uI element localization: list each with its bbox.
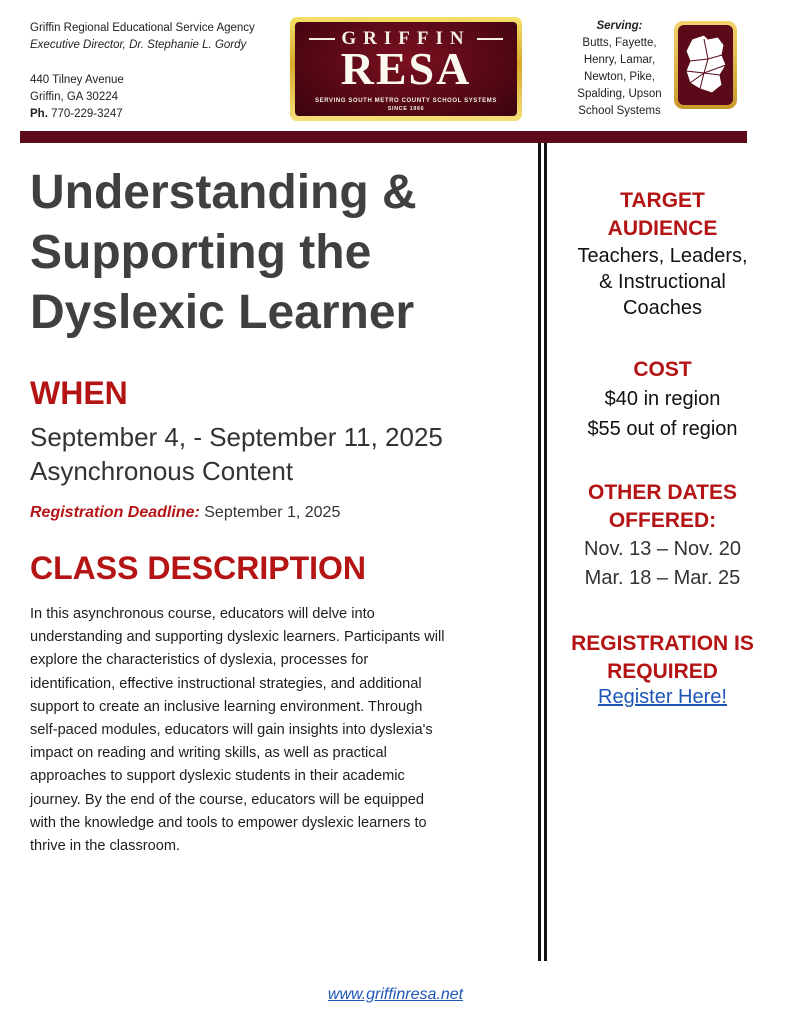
other-date-item: Mar. 18 – Mar. 25 xyxy=(584,567,741,589)
county-map-shape xyxy=(678,25,733,105)
cost-heading: COST xyxy=(633,358,692,381)
description-line: approaches to support dyslexic students in their academic xyxy=(30,768,405,785)
registration-section xyxy=(560,630,765,709)
description-line: In this asynchronous course, educators will delve into xyxy=(30,606,375,622)
logo-since: SINCE 1966 xyxy=(387,106,425,112)
target-audience-heading: TARGET AUDIENCE xyxy=(607,189,718,240)
website-link[interactable]: www.griffinresa.net xyxy=(327,986,464,1003)
when-heading: WHEN xyxy=(30,375,128,411)
phone-label: Ph. xyxy=(30,108,48,120)
course-title-line: Understanding & xyxy=(30,166,417,219)
description-line: explore the characteristics of dyslexia, processes for xyxy=(30,652,369,669)
description-line: impact on reading and writing skills, as well as practical xyxy=(30,745,387,762)
serving-line: Newton, Pike, xyxy=(584,71,655,83)
description-line: self-paced modules, educators will gain insights into dyslexia's xyxy=(30,722,433,739)
description-line: support to create an inclusive learning environment. Through xyxy=(30,698,423,715)
target-audience-section xyxy=(560,187,765,321)
serving-line: Butts, Fayette, xyxy=(582,37,657,49)
phone-line xyxy=(30,106,255,123)
serving-line: School Systems xyxy=(578,105,661,117)
course-title xyxy=(30,163,520,343)
cost-text: $40 in region $55 out of region xyxy=(587,388,738,440)
deadline-label: Registration Deadline: xyxy=(30,504,200,521)
address-line-1: 440 Tilney Avenue xyxy=(30,74,124,86)
course-dates: September 4, - September 11, 2025 xyxy=(30,422,443,452)
other-dates-section xyxy=(560,479,765,593)
column-divider xyxy=(538,143,541,961)
logo-resa-text: RESA xyxy=(340,43,472,94)
header-divider-bar xyxy=(20,131,747,143)
description-line: thrive in the classroom. xyxy=(30,838,181,855)
serving-block xyxy=(572,18,667,120)
column-divider xyxy=(544,143,547,961)
class-description-heading: CLASS DESCRIPTION xyxy=(30,550,367,586)
registration-heading: REGISTRATION IS REQUIRED xyxy=(571,632,754,683)
course-format: Asynchronous Content xyxy=(30,456,294,486)
address-line-2: Griffin, GA 30224 xyxy=(30,91,119,103)
class-description-text xyxy=(30,603,510,858)
county-map-icon xyxy=(674,21,737,109)
description-line: journey. By the end of the course, educators will be equipped xyxy=(30,791,425,808)
register-here-link[interactable]: Register Here! xyxy=(598,686,727,708)
logo-griffin-text: GRIFFIN xyxy=(341,28,471,49)
other-dates-heading: OTHER DATES OFFERED: xyxy=(588,481,737,532)
other-dates-list xyxy=(560,535,765,593)
description-line: identification, effective instructional strategies, and additional xyxy=(30,675,422,692)
description-line: with the knowledge and tools to empower dyslexic learners to xyxy=(30,814,427,831)
other-date-item: Nov. 13 – Nov. 20 xyxy=(583,538,742,560)
cost-section xyxy=(560,356,765,444)
target-audience-text: Teachers, Leaders, & Instructional Coaches xyxy=(577,245,748,319)
deadline-value: September 1, 2025 xyxy=(199,504,341,521)
course-title-line: Dyslexic Learner xyxy=(30,286,415,339)
serving-line: Henry, Lamar, xyxy=(583,54,656,66)
course-title-line: Supporting the xyxy=(30,226,372,279)
serving-title: Serving: xyxy=(596,20,643,32)
registration-deadline xyxy=(30,504,340,522)
agency-contact-block xyxy=(30,20,255,123)
description-line: understanding and supporting dyslexic learners. Participants will xyxy=(30,629,445,646)
when-details xyxy=(30,420,443,488)
serving-line: Spalding, Upson xyxy=(577,88,662,100)
executive-director: Executive Director, Dr. Stephanie L. Gordy xyxy=(30,39,247,51)
org-name: Griffin Regional Educational Service Agency xyxy=(30,22,255,34)
logo-tagline: SERVING SOUTH METRO COUNTY SCHOOL SYSTEMS xyxy=(315,98,497,104)
phone-number: 770-229-3247 xyxy=(47,108,123,120)
griffin-resa-logo xyxy=(290,17,522,121)
